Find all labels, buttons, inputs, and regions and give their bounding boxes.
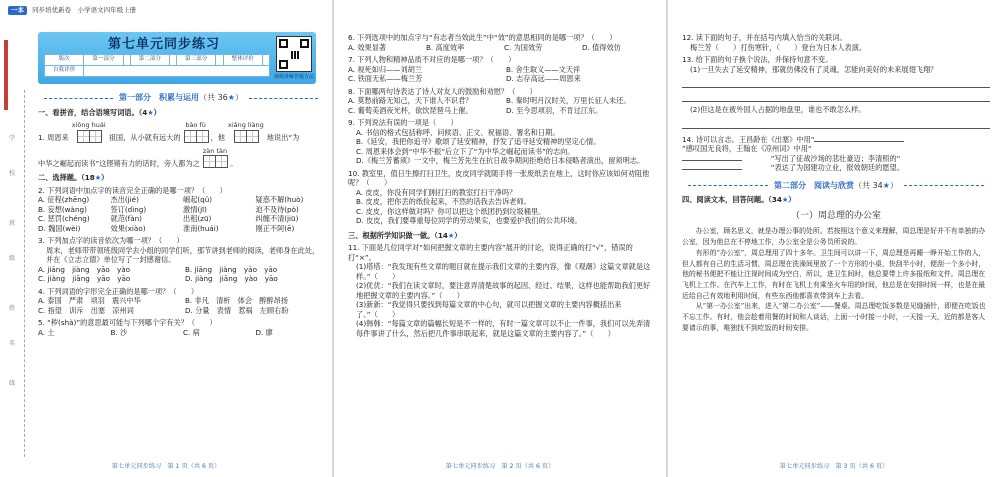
star-icon: ★ (882, 180, 890, 190)
margin-label: 校 (8, 170, 15, 177)
option-row[interactable]: A. 效果显著 B. 高度效率 C. 为国效劳 D. 值得效仿 (348, 42, 621, 52)
table-cell (216, 55, 223, 66)
question-stem: 2. 下列词语中加点字的读音完全正确的是哪一项？（ ） (38, 185, 227, 195)
book-title: 同步培优新卷 小学语文四年级上册 (32, 6, 137, 14)
page-edge-mark (4, 40, 8, 110)
question-heading: 一、看拼音，结合语境写词语。（4★） (38, 107, 161, 117)
table-cell: 第二部分 (130, 55, 169, 66)
writing-box[interactable] (215, 155, 228, 168)
unit-title-banner (38, 32, 316, 84)
writing-box[interactable] (89, 130, 102, 143)
article-paragraph: 有形的“办公室”，周总理用了四十多年。卫生间可以讲一下，周总理是再睡一睁开始工作的人，但人都有自己的生活习惯，周总理在洗澡间里放了一个方形的小桌，快刮半小时，便刮一个多小时，他的秘书便把不能让注视时间成为空白，所以，进卫生间时，他总要带上许多报纸和文件。周总理在飞机上工作、在汽车上工作，有时在飞机上有乘坐火车用的时间，他总是在安排时间一样，也是在最近给自己有效地利用时间，有些东西他都喜欢带到车上去看。 (682, 248, 986, 300)
margin-label: 姓 (8, 305, 15, 312)
margin-label: 学 (8, 135, 15, 142)
article-paragraph: 从“第一办公室”出来，进入“第二办公室”——餐桌。周总理吃饭多数是见缝插针，即便在吃饭也不忘工作。有时，他会趁着用餐的时间和人谈话，上面一小时接一小时，一天接一天，近的都是客人要请示的事，唯独找不到吃饭的时间安排。 (682, 302, 986, 332)
question-stem: 5. “秽(shà)”的意思最可能与下列哪个字有关？（ ） (38, 318, 217, 328)
option-row[interactable]: B. 妄想(wàng) 签订(dìng) 激情(jī) 迫不及待(pò) (38, 204, 299, 214)
option-row[interactable]: C. jiàng jiāng yāo yāo D. jiàng jiāng yào yāo (38, 274, 278, 284)
table-cell: 自我评价 (45, 66, 84, 77)
sentence-item: (2)但这是在被外国人占据的地盘里，谁也不敢怎么样。 (690, 105, 866, 114)
page-header (8, 6, 324, 18)
option-row[interactable]: C. 惩罚(chéng) 就范(fàn) 出租(zū) 纠缠不清(jiū) (38, 214, 299, 224)
option-row[interactable]: A. 莫愁前路无知己，天下谁人不识君？ B. 秦时明月汉时关，万里长征人未还。 (348, 96, 631, 105)
table-cell: 第三部分 (177, 55, 216, 66)
option-row[interactable]: A. jiāng jiàng yāo yào B. jiāng jiàng yāo yāo (38, 264, 278, 274)
question-stem: 7. 下列人物和精神品质不对应的是哪一项？（ ） (348, 55, 516, 64)
table-cell: 整体评价 (223, 55, 262, 66)
page-footer: 第七单元同步练习 第 1 页（共 6 页） (111, 462, 221, 470)
question-stem: 9. 下列说法有误的一项是（ ） (348, 118, 458, 127)
section-heading: 第一部分 积累与运用 （共 36 ★ ） (38, 93, 324, 104)
option-row[interactable]: A. 泰国 严肃 项羽 震兴中华 B. 非凡 清析 体会 醉醉昂扬 (38, 296, 288, 306)
writing-box[interactable] (196, 130, 209, 143)
option-item[interactable]: C. 周恩来体会到“中华不振”后立下了“为中华之崛起而读书”的志向。 (356, 146, 575, 156)
statement-item[interactable]: (3)新新：“我觉得只要找到每篇文章的中心句，就可以把握文章的主要内容概括出来了。”（ ） (356, 300, 622, 319)
answer-blank[interactable] (682, 169, 742, 170)
table-cell (262, 55, 269, 66)
question-passage: 周末，老师带带领班级同学去小组的同学们听，那节讲到老师的阅读，老师身在此处，并在《立志立德》单位写了一封感谢信。 (46, 245, 320, 265)
question-stem: 4. 下列词语的字形完全正确的是哪一项？（ ） (38, 286, 199, 296)
question-stem: 10. 教室里，值日生擦打扫卫生，皮皮同学就随手将一张废纸丢在地上，这时你应该如何劝阻他呢？（ ） (348, 168, 650, 187)
question-stem: 8. 下面哪两句诗表达了诗人对友人的鼓励和劝慰？（ ） (348, 86, 537, 96)
poem-fill-line: ”写出了征战沙场的悲壮豪迈；李清照的“ (682, 154, 990, 164)
answer-line[interactable] (682, 90, 990, 102)
star-icon: ★ (781, 195, 789, 205)
worksheet-page-1 (0, 0, 332, 477)
section-heading: 第二部分 阅读与欣赏 （共 34 ★ ） (682, 181, 990, 192)
margin-label: 名 (8, 340, 15, 347)
worksheet-page-3 (668, 0, 1000, 477)
table-cell (123, 55, 130, 66)
table-cell (169, 55, 176, 66)
statement-item[interactable]: (1)塔塔：“我发现有些文章的题目就在提示我们文章的主要内容，像《观潮》这篇文章就是这样。”（ ） (356, 262, 651, 281)
page-title: 第七单元同步练习 (108, 37, 221, 52)
answer-blank[interactable] (814, 141, 904, 142)
margin-label: 级 (8, 255, 15, 262)
question-stem: 12. 读下面的句子，并在括号内填入恰当的关联词。 (682, 33, 847, 42)
star-icon: ★ (94, 173, 102, 183)
option-item[interactable]: D. 皮皮，我们要尊重每位同学的劳动果实，也要爱护我们的公共环境。 (356, 216, 582, 225)
worksheet-page-2 (334, 0, 666, 477)
qr-caption: 视频讲解答题方法 (273, 74, 314, 80)
page3-content (682, 30, 990, 333)
poem-fill-line: ”感叹国无良将，王翰在《凉州词》中用“ (682, 144, 812, 153)
article-paragraph: 办公室，顾名思义，就是办理公事的处所。若按照这个意义来理解，周总理是好并不有单独的办公室，因为他总在不停地工作，办公室全是公务员所说的。 (682, 227, 986, 247)
option-row[interactable]: D. 魏国(wèi) 效果(xiào) 准南(huái) 刚正不阿(ē) (38, 223, 295, 233)
pinyin-fill-row: 1. 周恩来 xiōng huái 祖国，从小就有远大的 bào fù ，他 xiǎng liàng 地说出“为 (38, 121, 300, 143)
question-stem: 6. 下列选项中的加点字与“有志者当效此生”中“效”的意思相同的是哪一项？（ ） (348, 33, 617, 42)
page2-content (348, 30, 656, 338)
option-row[interactable]: A. 征程(zhēng) 杰出(jié) 崛起(qǔ) 疑惑不解(huò) (38, 195, 304, 205)
pinyin-fill-row: 中华之崛起而读书”这铿锵有力的话时，旁人都为之 zàn tàn 。 (38, 146, 238, 168)
option-row[interactable]: A. 土 B. 沙 C. 病 D. 廖 (38, 327, 273, 337)
pinyin-box-group: xiǎng liàng (228, 121, 264, 143)
table-cell (84, 66, 270, 77)
star-icon: ★ (447, 230, 455, 240)
self-evaluation-table (44, 54, 270, 77)
qr-code-icon[interactable] (276, 36, 312, 72)
star-icon: ★ (227, 93, 235, 102)
question-stem: 14. 诗可以言志。王昌龄在《出塞》中用“ (682, 135, 990, 145)
question-heading: 三、根据所学知识做一做。（14★） (348, 230, 462, 240)
option-item[interactable]: A. 皮皮，你没有同学们刚打扫的教室打扫干净吗？ (356, 187, 517, 197)
statement-item[interactable]: (4)韩韩：“每篇文章的篇幅长短是不一样的，有时一篇文章可以不止一件事，我们可以先弄清每件事讲了什么，然后把几件事串联起来，就是这篇文章的主要内容了。”（ ） (356, 319, 651, 338)
option-row[interactable]: C. 指望 训斥 出塞 凉州词 D. 分量 表情 惹祸 左顾右盼 (38, 305, 289, 315)
option-item[interactable]: B. 皮皮，把你丢的纸捡起来，不然的话我去告诉老师。 (356, 197, 531, 206)
question-heading: 四、阅读文本，回答问题。（34★） (682, 195, 796, 205)
sentence-item: (1)一旦失去了延安精神，那就仿佛没有了灵魂，怎能向美好的未来展翅飞翔？ (690, 64, 938, 74)
article-title: （一）周总理的办公室 (790, 210, 881, 221)
writing-box[interactable] (246, 130, 259, 143)
page-footer: 第七单元同步练习 第 2 页（共 6 页） (445, 462, 555, 470)
question-stem: 11. 下面是几位同学对“如何把握文章的主要内容”展开的讨论，说得正确的打“√”，错误的打“×”。 (348, 243, 633, 262)
option-row[interactable]: C. 铁面无私——梅兰芳 D. 志存高远——周恩来 (348, 74, 581, 83)
question-heading: 二、选择题。（18★） (38, 173, 109, 183)
margin-label: 线 (8, 380, 15, 387)
answer-line[interactable] (682, 117, 990, 129)
fill-in-sentence[interactable]: 梅兰芳（ ）打伤寒针，（ ）登台为日本人表演。 (690, 42, 867, 52)
pinyin-box-group: xiōng huái (72, 121, 106, 143)
option-row[interactable]: A. 视死如归——刘胡兰 B. 舍生取义——文天祥 (348, 64, 581, 74)
pinyin-box-group: bào fù (184, 121, 208, 143)
question-stem: 13. 给下面的句子换个说法，并保持句意不变。 (682, 55, 833, 64)
option-item[interactable]: D.《梅兰芳蓄须》一文中，梅兰芳先生在抗日战争期间拒绝给日本侵略者演出，留须明志。 (356, 156, 645, 165)
question-stem: 3. 下列加点字的读音依次为哪一项？（ ） (38, 236, 184, 246)
page-footer: 第七单元同步练习 第 3 页（共 6 页） (779, 462, 889, 470)
option-item[interactable]: C. 皮皮，你这样做对吗？你可以把这个纸团扔到垃圾桶里。 (356, 206, 546, 216)
binding-line (24, 90, 25, 457)
statement-item[interactable]: (2)优优：“我们在读文章时，要注意弄清楚故事的起因、经过、结果，这样也能帮助我们更好地把握文章的主要内容。”（ ） (356, 281, 651, 300)
poem-fill-line: ”表达了为国建功立业，报效朝廷的愿望。 (682, 163, 990, 173)
option-row[interactable]: C. 葡萄美酒夜光杯，欲饮琵琶马上催。 D. 至今思项羽，不肯过江东。 (348, 105, 603, 115)
margin-label: 班 (8, 220, 15, 227)
series-tag: 一本 (8, 6, 27, 15)
table-cell: 版次 (45, 55, 84, 66)
option-item[interactable]: A. 书信的格式包括称呼、问候语、正文、祝福语、署名和日期。 (356, 127, 560, 137)
page1-content (38, 90, 324, 337)
table-cell: 第一部分 (84, 55, 123, 66)
pinyin-box-group: zàn tàn (203, 147, 227, 169)
answer-blank[interactable] (682, 160, 742, 161)
option-item[interactable]: B.《延安，我把你追寻》歌颂了延安精神，抒发了追寻延安精神的坚定心情。 (356, 137, 601, 146)
star-icon: ★ (147, 107, 154, 117)
answer-line[interactable] (682, 76, 990, 88)
